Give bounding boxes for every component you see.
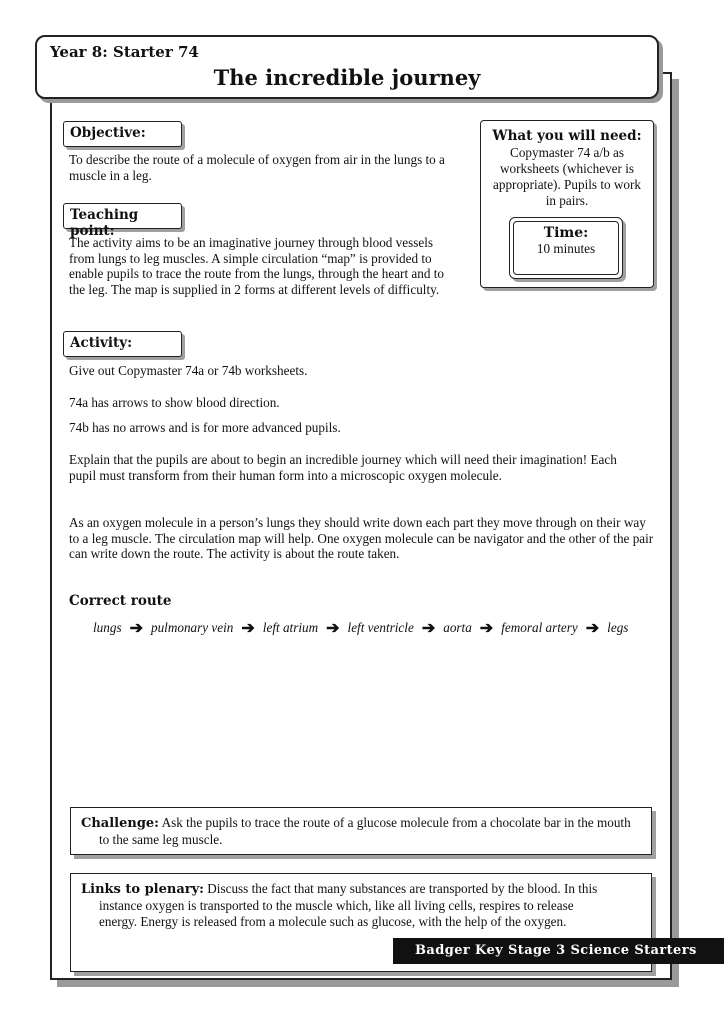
time-box [509,217,623,279]
activity-paragraph-1: Give out Copymaster 74a or 74b worksheets. [69,363,308,378]
route-step: left atrium [262,620,319,635]
challenge-text: Ask the pupils to trace the route of a glucose molecule from a chocolate bar in the mouth to the same leg muscle. [99,815,631,847]
activity-paragraph-2: 74a has arrows to show blood direction. [69,395,280,410]
time-value: 10 minutes [536,241,596,256]
right-arrow-icon: ➔ [421,620,436,637]
right-arrow-icon: ➔ [241,620,255,637]
starter-number: Year 8: Starter 74 [50,43,199,61]
activity-paragraph-5: As an oxygen molecule in a person’s lungs they should write down each part they move through on their way to a leg muscle. The circulation map will help. One oxygen molecule can be navigator and the other of the pair can write down the route. The activity is about the route taken. [69,515,654,562]
challenge-label: Challenge: [81,816,159,831]
teaching-point-text: The activity aims to be an imaginative journey through blood vessels from lungs to leg muscles. A simple circulation “map” is provided to enable pupils to trace the route from the lungs, through the heart and to the leg. The map is supplied in 2 forms at different levels of difficulty. [69,235,445,297]
route-sequence [93,618,653,638]
plenary-label: Links to plenary: [81,882,204,897]
requirements-box [480,120,654,288]
right-arrow-icon: ➔ [479,620,494,637]
time-label: Time: [543,225,589,241]
route-step: left ventricle [347,620,414,635]
challenge-box [70,807,652,855]
time-box-inner-border [513,221,619,275]
requirements-text: Copymaster 74 a/b as worksheets (whichever is appropriate). Pupils to work in pairs. [493,145,641,208]
teaching-point-label: Teaching point: [63,203,182,229]
header-box [35,35,659,99]
activity-paragraph-4: Explain that the pupils are about to begin an incredible journey which will need their imagination! Each pupil must transform from their human form into a microscopic oxygen molecule. [69,452,617,483]
right-arrow-icon: ➔ [326,620,340,637]
right-arrow-icon: ➔ [129,620,143,637]
route-step: pulmonary vein [150,620,234,635]
plenary-text: Discuss the fact that many substances are transported by the blood. In this instance oxygen is transported to the muscle which, like all living cells, respires to release energy. Energy is released from a molecule such as glucose, with the help of the oxygen. [99,881,598,929]
route-step: femoral artery [501,620,578,635]
objective-text: To describe the route of a molecule of oxygen from air in the lungs to a muscle in a leg. [69,152,445,183]
route-step: legs [607,620,629,635]
route-step: lungs [93,620,122,635]
right-arrow-icon: ➔ [585,620,600,637]
route-heading: Correct route [69,593,172,609]
requirements-title: What you will need: [492,128,642,144]
route-step: aorta [443,620,472,635]
objective-label: Objective: [63,121,182,147]
activity-label: Activity: [63,331,182,357]
footer-banner: Badger Key Stage 3 Science Starters [393,938,724,964]
activity-paragraph-3: 74b has no arrows and is for more advanced pupils. [69,420,341,435]
page-title: The incredible journey [213,65,481,90]
